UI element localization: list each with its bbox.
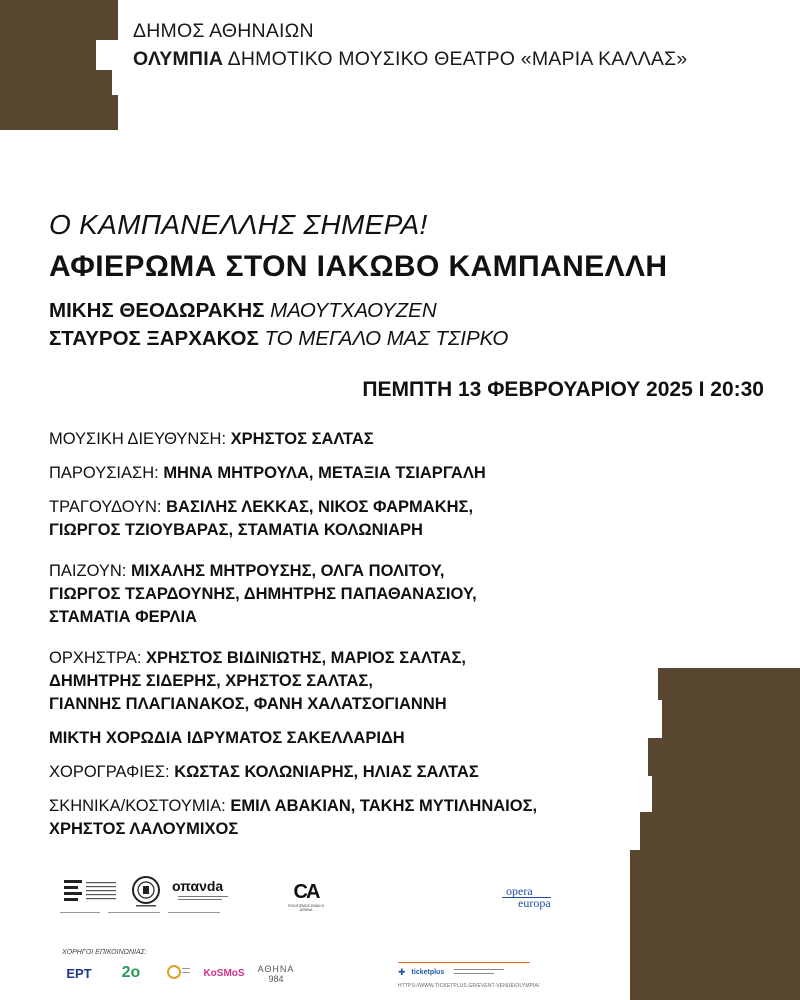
olympia-theatre-logo <box>62 876 120 906</box>
opanda-wordmark: οπανda <box>172 878 224 894</box>
ert-logo <box>62 962 96 984</box>
ticketplus-wordmark: ticketplus <box>411 968 445 976</box>
venue-name-bold: ΟΛΥΜΠΙΑ <box>133 48 224 70</box>
credit-label: ΠΑΡΟΥΣΙΑΣΗ: <box>49 464 164 482</box>
credit-names: ΜΙΚΤΗ ΧΟΡΩΔΙΑ ΙΔΡΥΜΑΤΟΣ ΣΑΚΕΛΛΑΡΙΔΗ <box>49 729 405 747</box>
olympia-logo-icon <box>62 876 120 906</box>
credit-names: ΧΡΗΣΤΟΣ ΣΑΛΤΑΣ <box>230 430 374 448</box>
credit-music-direction <box>49 428 649 451</box>
credit-names-line2: ΓΙΩΡΓΟΣ ΤΖΙΟΥΒΑΡΑΣ, ΣΤΑΜΑΤΙΑ ΚΟΛΩΝΙΑΡΗ <box>49 521 423 539</box>
credit-names-line3: ΓΙΑΝΝΗΣ ΠΛΑΓΙΑΝΑΚΟΣ, ΦΑΝΗ ΧΑΛΑΤΣΟΓΙΑΝΝΗ <box>49 695 447 713</box>
credit-names: ΜΗΝΑ ΜΗΤΡΟΥΛΑ, ΜΕΤΑΞΙΑ ΤΣΙΑΡΓΑΛΗ <box>163 464 486 482</box>
opanda-caption-lines <box>172 894 232 904</box>
piece-2: ΤΟ ΜΕΓΑΛΟ ΜΑΣ ΤΣΙΡΚΟ <box>264 327 509 350</box>
credit-names: ΚΩΣΤΑΣ ΚΟΛΩΝΙΑΡΗΣ, ΗΛΙΑΣ ΣΑΛΤΑΣ <box>174 763 479 781</box>
athina-wordmark: ΑΘΗΝΑ <box>257 964 295 974</box>
opanda-logo <box>172 876 234 906</box>
piece-1: ΜΑΟΥΤΧΑΟΥΖΕΝ <box>270 299 437 322</box>
ert-wordmark: ΕΡΤ <box>66 965 92 981</box>
ticket-contact-lines <box>450 967 510 977</box>
third-program-icon <box>164 962 192 984</box>
organizer-urls-line <box>60 910 250 916</box>
opera-europa-logo <box>502 882 578 912</box>
event-datetime: ΠΕΜΠΤΗ 13 ΦΕΒΡΟΥΑΡΙΟΥ 2025 Ι 20:30 <box>362 378 764 401</box>
credit-orchestra <box>49 647 649 716</box>
third-program-logo <box>164 962 192 984</box>
composer-2: ΣΤΑΥΡΟΣ ΞΑΡΧΑΚΟΣ <box>49 327 259 350</box>
media-sponsors-header: ΧΟΡΗΓΟΙ ΕΠΙΚΟΙΝΩΝΙΑΣ: <box>62 949 147 956</box>
composer-1: ΜΙΚΗΣ ΘΕΟΔΩΡΑΚΗΣ <box>49 299 265 322</box>
event-subtitle: Ο ΚΑΜΠΑΝΕΛΛΗΣ ΣΗΜΕΡΑ! <box>49 209 428 240</box>
credit-presentation <box>49 462 649 485</box>
credit-sets-costumes <box>49 795 649 841</box>
credit-label: ΟΡΧΗΣΤΡΑ: <box>49 649 146 667</box>
credit-names: ΕΜΙΛ ΑΒΑΚΙΑΝ, ΤΑΚΗΣ ΜΥΤΙΛΗΝΑΙΟΣ, <box>230 797 538 815</box>
credit-actors <box>49 560 649 629</box>
credit-choir <box>49 727 649 750</box>
credit-singers <box>49 496 649 542</box>
ticket-icon: ✚ <box>398 966 406 977</box>
europa-word: europa <box>502 897 551 909</box>
culture-athens-logo <box>282 874 330 918</box>
municipality-seal-logo <box>126 874 166 910</box>
credit-names-line2: ΓΙΩΡΓΟΣ ΤΣΑΡΔΟΥΝΗΣ, ΔΗΜΗΤΡΗΣ ΠΑΠΑΘΑΝΑΣΙΟΥ, <box>49 585 477 603</box>
deftero-wordmark: 2o <box>121 964 141 981</box>
work-line-1 <box>49 299 437 323</box>
kosmos-wordmark: KoSMoS <box>203 967 245 979</box>
bottom-right-steps <box>630 668 800 1000</box>
ticketplus-banner[interactable] <box>398 962 530 981</box>
deftero-logo <box>112 960 150 986</box>
credits-list <box>49 428 649 852</box>
credit-names-line2: ΔΗΜΗΤΡΗΣ ΣΙΔΕΡΗΣ, ΧΡΗΣΤΟΣ ΣΑΛΤΑΣ, <box>49 672 373 690</box>
credit-label: ΣΚΗΝΙΚΑ/ΚΟΣΤΟΥΜΙΑ: <box>49 797 231 815</box>
seal-icon <box>126 874 166 910</box>
athina-frequency: 984 <box>268 974 284 984</box>
top-left-steps <box>0 0 118 130</box>
credit-label: ΠΑΙΖΟΥΝ: <box>49 562 131 580</box>
opera-word: opera <box>506 883 533 898</box>
ticketplus-url[interactable]: HTTPS://WWW.TICKETPLUS.GR/EVENT-VENUE/OLYMPIA/ <box>398 983 540 989</box>
credit-names-line3: ΣΤΑΜΑΤΙΑ ΦΕΡΛΙΑ <box>49 608 197 626</box>
event-title: ΑΦΙΕΡΩΜΑ ΣΤΟΝ ΙΑΚΩΒΟ ΚΑΜΠΑΝΕΛΛΗ <box>49 250 668 283</box>
credit-names-line2: ΧΡΗΣΤΟΣ ΛΑΛΟΥΜΙΧΟΣ <box>49 820 239 838</box>
credit-names: ΒΑΣΙΛΗΣ ΛΕΚΚΑΣ, ΝΙΚΟΣ ΦΑΡΜΑΚΗΣ, <box>166 498 474 516</box>
credit-label: ΜΟΥΣΙΚΗ ΔΙΕΥΘΥΝΣΗ: <box>49 430 231 448</box>
credit-label: ΤΡΑΓΟΥΔΟΥΝ: <box>49 498 167 516</box>
ca-caption: ΠΟΛΙΤΙΣΜΟΣ ΕΙΝΑΙ Η ΑΘΗΝΑ <box>287 903 325 912</box>
venue-name <box>133 48 687 71</box>
athina984-logo <box>254 960 298 988</box>
credit-label: ΧΟΡΟΓΡΑΦΙΕΣ: <box>49 763 175 781</box>
ca-mark: CA <box>293 880 319 903</box>
credit-choreography <box>49 761 649 784</box>
municipality-name: ΔΗΜΟΣ ΑΘΗΝΑΙΩΝ <box>133 20 314 42</box>
venue-name-rest: ΔΗΜΟΤΙΚΟ ΜΟΥΣΙΚΟ ΘΕΑΤΡΟ «ΜΑΡΙΑ ΚΑΛΛΑΣ» <box>223 48 688 70</box>
credit-names: ΜΙΧΑΛΗΣ ΜΗΤΡΟΥΣΗΣ, ΟΛΓΑ ΠΟΛΙΤΟΥ, <box>130 562 445 580</box>
credit-names: ΧΡΗΣΤΟΣ ΒΙΔΙΝΙΩΤΗΣ, ΜΑΡΙΟΣ ΣΑΛΤΑΣ, <box>146 649 466 667</box>
kosmos-logo <box>204 962 244 984</box>
work-line-2 <box>49 327 508 351</box>
